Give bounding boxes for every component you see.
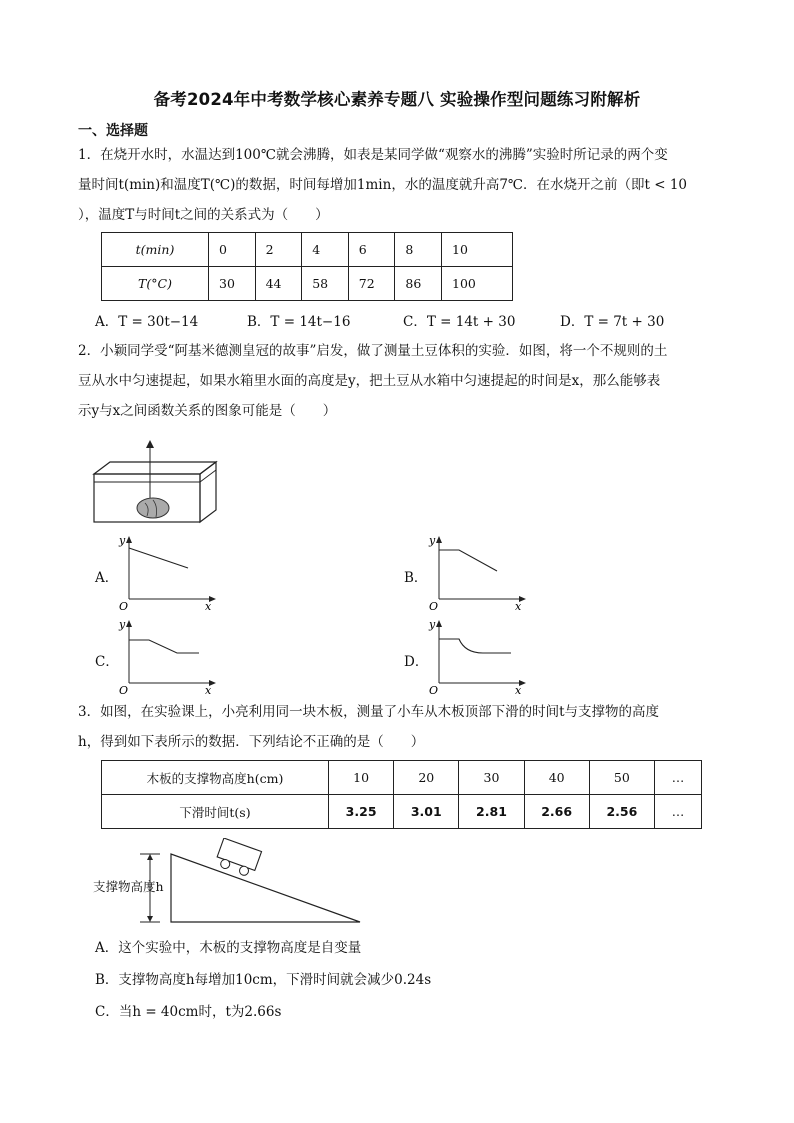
table-cell: 100: [442, 267, 513, 301]
table-cell: 8: [395, 233, 442, 267]
graph-b: [425, 533, 530, 613]
table-cell: 30: [209, 267, 256, 301]
q2-option-c[interactable]: C．: [95, 654, 119, 670]
axis-x-label: x: [205, 684, 212, 697]
table-cell: 3.01: [394, 795, 459, 829]
graph-d: [425, 617, 530, 697]
table-cell: 2.81: [459, 795, 524, 829]
q3-line-2: h，得到如下表所示的数据．下列结论不正确的是（ ）: [78, 734, 425, 750]
q3-option-a[interactable]: A．这个实验中，木板的支撑物高度是自变量: [95, 940, 362, 956]
table-cell: 86: [395, 267, 442, 301]
q1-data-table: [101, 232, 513, 301]
q2-line-3: 示y与x之间函数关系的图象可能是（ ）: [78, 403, 337, 419]
q3-data-table: [101, 760, 702, 829]
table-cell: 2: [255, 233, 302, 267]
water-tank-figure: [90, 440, 220, 530]
table-cell: 58: [302, 267, 349, 301]
axis-x-label: x: [515, 600, 522, 613]
origin-label: O: [119, 684, 129, 697]
origin-label: O: [119, 600, 129, 613]
support-height-label: 支撑物高度h: [93, 879, 164, 894]
q2-line-2: 豆从水中匀速提起，如果水箱里水面的高度是y，把土豆从水箱中匀速提起的时间是x，那么能够表: [78, 373, 661, 389]
graph-a: [115, 533, 220, 613]
table-cell: 2.66: [524, 795, 589, 829]
graph-c: [115, 617, 220, 697]
q2-option-a[interactable]: A．: [95, 570, 119, 586]
axis-y-label: y: [119, 618, 126, 631]
table-cell: 3.25: [329, 795, 394, 829]
table-cell: …: [655, 761, 702, 795]
table-cell: 10: [329, 761, 394, 795]
q1-option-b[interactable]: B．T = 14t−16: [247, 314, 351, 330]
table-cell: 4: [302, 233, 349, 267]
table-cell: 20: [394, 761, 459, 795]
q1-line-3: ），温度T与时间t之间的关系式为（ ）: [78, 207, 329, 223]
table-cell: 6: [348, 233, 395, 267]
axis-y-label: y: [429, 618, 436, 631]
table-cell: 2.56: [589, 795, 654, 829]
axis-y-label: y: [119, 534, 126, 547]
table-cell: 44: [255, 267, 302, 301]
origin-label: O: [429, 684, 439, 697]
section-heading: 一、选择题: [78, 123, 148, 139]
table-header-cell: t(min): [102, 233, 209, 267]
table-header-cell: 木板的支撑物高度h(cm): [102, 761, 329, 795]
table-row: [102, 795, 702, 829]
table-header-cell: T(°C): [102, 267, 209, 301]
table-cell: 10: [442, 233, 513, 267]
table-cell: 40: [524, 761, 589, 795]
axis-y-label: y: [429, 534, 436, 547]
table-row: [102, 761, 702, 795]
table-cell: 30: [459, 761, 524, 795]
q1-line-2: 量时间t(min)和温度T(℃)的数据，时间每增加1min，水的温度就升高7℃．在水烧开之前（即t < 10: [78, 177, 688, 193]
q1-option-c[interactable]: C．T = 14t + 30: [403, 314, 516, 330]
table-header-cell: 下滑时间t(s): [102, 795, 329, 829]
table-cell: 72: [348, 267, 395, 301]
q2-option-b[interactable]: B．: [404, 570, 428, 586]
origin-label: O: [429, 600, 439, 613]
q2-line-1: 2．小颖同学受“阿基米德测皇冠的故事”启发，做了测量土豆体积的实验．如图，将一个不规则的土: [78, 343, 668, 359]
table-cell: 50: [589, 761, 654, 795]
table-cell: 0: [209, 233, 256, 267]
q1-line-1: 1．在烧开水时，水温达到100℃就会沸腾，如表是某同学做“观察水的沸腾”实验时所记录的两个变: [78, 147, 668, 163]
axis-x-label: x: [515, 684, 522, 697]
q1-option-d[interactable]: D．T = 7t + 30: [560, 314, 665, 330]
q3-option-b[interactable]: B．支撑物高度h每增加10cm，下滑时间就会减少0.24s: [95, 972, 432, 988]
table-row: [102, 233, 513, 267]
page-title: 备考2024年中考数学核心素养专题八 实验操作型问题练习附解析: [153, 90, 641, 109]
q3-line-1: 3．如图，在实验课上，小亮利用同一块木板，测量了小车从木板顶部下滑的时间t与支撑物的高度: [78, 704, 660, 720]
q3-option-c[interactable]: C．当h = 40cm时，t为2.66s: [95, 1004, 282, 1020]
axis-x-label: x: [205, 600, 212, 613]
table-cell: …: [655, 795, 702, 829]
q1-option-a[interactable]: A．T = 30t−14: [95, 314, 199, 330]
table-row: [102, 267, 513, 301]
q2-option-d[interactable]: D．: [404, 654, 429, 670]
